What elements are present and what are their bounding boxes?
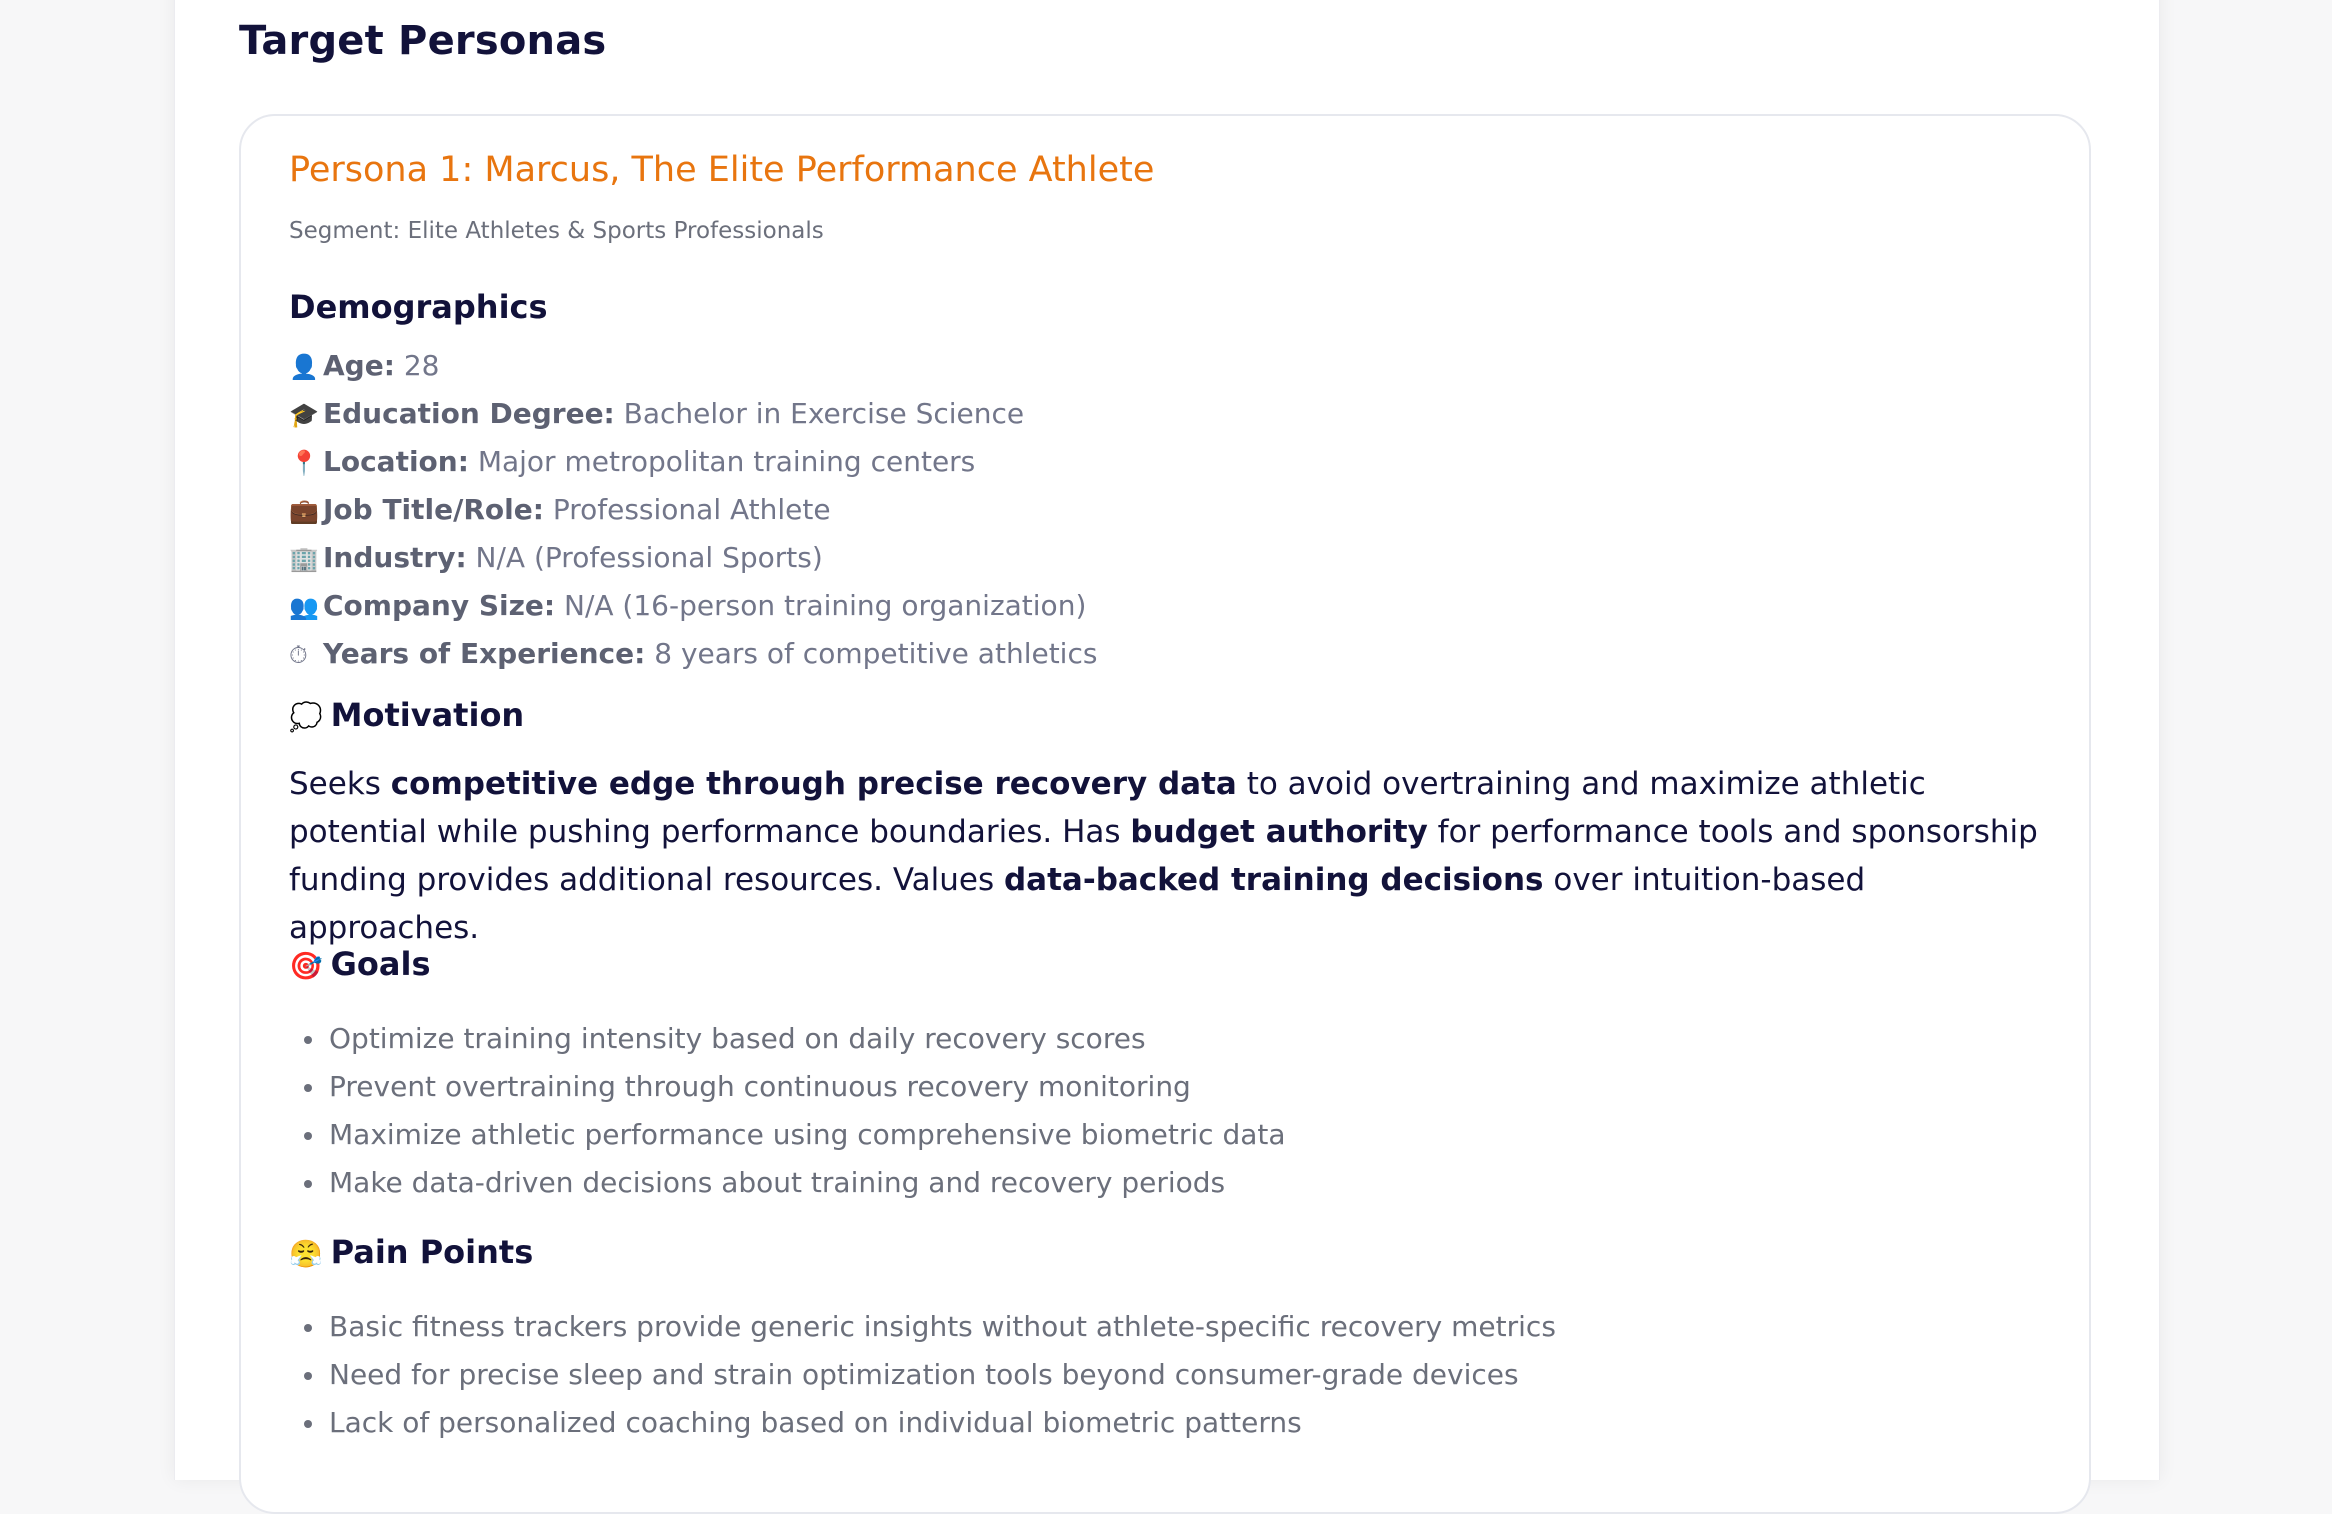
pain-point-item [289, 1303, 1556, 1351]
motivation-emphasis: budget authority [1130, 814, 1428, 850]
bullet-dot [304, 1372, 312, 1380]
office-building-icon: 🏢 [289, 545, 319, 573]
segment-value: Elite Athletes & Sports Professionals [407, 218, 824, 244]
demographic-label: Years of Experience: [323, 637, 646, 670]
motivation-text: for performance tools and sponsorship funding provides additional resources. Values [289, 814, 2038, 898]
motivation-emphasis: competitive edge through precise recovery data [390, 766, 1237, 802]
goal-text: Make data-driven decisions about training and recovery periods [329, 1166, 1226, 1199]
people-icon: 👥 [289, 593, 319, 621]
goals-list [289, 1015, 1286, 1207]
goals-heading [289, 945, 430, 983]
bullet-dot [304, 1324, 312, 1332]
graduation-cap-icon: 🎓 [289, 401, 319, 429]
demographic-location [289, 438, 1097, 486]
section-title: Target Personas [239, 18, 607, 64]
demographic-value: Major metropolitan training centers [477, 445, 976, 478]
demographic-label: Job Title/Role: [323, 493, 544, 526]
demographic-value: 28 [403, 349, 440, 382]
thought-bubble-icon: 💭 [289, 702, 323, 733]
motivation-heading-label: Motivation [330, 696, 525, 734]
demographic-label: Company Size: [323, 589, 556, 622]
goal-text: Maximize athletic performance using comprehensive biometric data [329, 1118, 1286, 1151]
demographic-value: Bachelor in Exercise Science [623, 397, 1025, 430]
pain-points-heading [289, 1233, 533, 1271]
demographic-company-size [289, 582, 1097, 630]
target-icon: 🎯 [289, 951, 323, 982]
motivation-text: to avoid overtraining and maximize athletic potential while pushing performance boundaries. Has [289, 766, 1926, 850]
demographic-value: 8 years of competitive athletics [654, 637, 1098, 670]
document-panel [174, 0, 2160, 1480]
demographic-value: N/A (16-person training organization) [564, 589, 1087, 622]
demographic-label: Location: [323, 445, 469, 478]
pain-point-item [289, 1351, 1556, 1399]
briefcase-icon: 💼 [289, 497, 319, 525]
segment-label: Segment: [289, 218, 401, 244]
motivation-text: over intuition-based approaches. [289, 862, 1866, 946]
goal-item [289, 1015, 1286, 1063]
demographics-list [289, 342, 1097, 678]
bullet-dot [304, 1180, 312, 1188]
demographics-heading: Demographics [289, 288, 548, 326]
goal-item [289, 1111, 1286, 1159]
pain-point-text: Need for precise sleep and strain optimization tools beyond consumer-grade devices [329, 1358, 1519, 1391]
location-pin-icon: 📍 [289, 449, 319, 477]
goal-text: Optimize training intensity based on daily recovery scores [329, 1022, 1146, 1055]
persona-segment [289, 218, 824, 244]
demographic-industry [289, 534, 1097, 582]
frustrated-face-icon: 😤 [289, 1239, 323, 1270]
goal-item [289, 1159, 1286, 1207]
person-icon: 👤 [289, 353, 319, 381]
pain-point-item [289, 1399, 1556, 1447]
motivation-text: Seeks [289, 766, 391, 802]
goal-text: Prevent overtraining through continuous recovery monitoring [329, 1070, 1191, 1103]
demographic-age [289, 342, 1097, 390]
demographic-value: N/A (Professional Sports) [475, 541, 823, 574]
pain-point-text: Basic fitness trackers provide generic insights without athlete-specific recovery metrics [329, 1310, 1556, 1343]
demographic-value: Professional Athlete [552, 493, 831, 526]
stopwatch-icon: ⏱ [289, 641, 308, 669]
motivation-paragraph [289, 760, 2049, 952]
pain-points-heading-label: Pain Points [330, 1233, 534, 1271]
pain-point-text: Lack of personalized coaching based on individual biometric patterns [329, 1406, 1302, 1439]
motivation-heading [289, 696, 524, 734]
demographic-label: Age: [323, 349, 395, 382]
demographic-job-title [289, 486, 1097, 534]
bullet-dot [304, 1084, 312, 1092]
bullet-dot [304, 1036, 312, 1044]
pain-points-list [289, 1303, 1556, 1447]
goals-heading-label: Goals [330, 945, 431, 983]
bullet-dot [304, 1132, 312, 1140]
bullet-dot [304, 1420, 312, 1428]
demographic-label: Industry: [323, 541, 467, 574]
demographic-experience [289, 630, 1097, 678]
demographic-education [289, 390, 1097, 438]
persona-name: Persona 1: Marcus, The Elite Performance Athlete [289, 150, 1155, 190]
demographic-label: Education Degree: [323, 397, 615, 430]
goal-item [289, 1063, 1286, 1111]
motivation-emphasis: data-backed training decisions [1003, 862, 1544, 898]
persona-card [239, 114, 2091, 1514]
